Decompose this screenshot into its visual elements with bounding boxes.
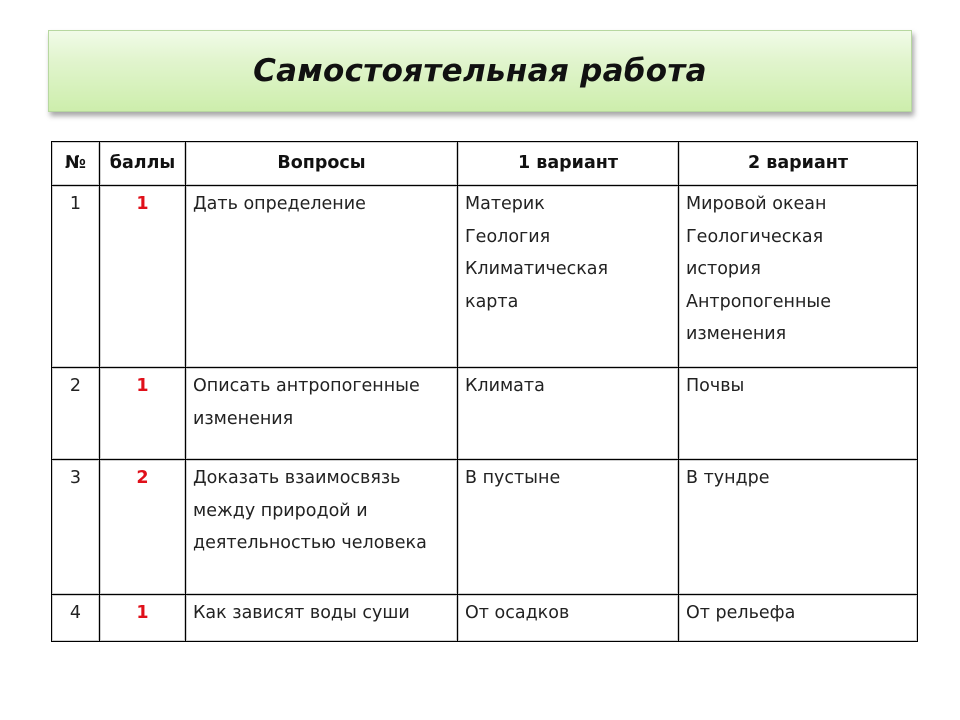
variant-1-line: Климатическая bbox=[465, 259, 609, 279]
row-variant-2 bbox=[679, 186, 918, 368]
variant-2-line: Антропогенные bbox=[686, 291, 831, 312]
variant-2-line: история bbox=[686, 259, 761, 279]
variant-1-line: В пустыне bbox=[465, 468, 561, 488]
slide-title: Самостоятельная работа bbox=[253, 53, 707, 89]
question-line: Дать определение bbox=[193, 194, 366, 214]
question-line: Как зависят воды суши bbox=[193, 603, 410, 623]
row-points: 1 bbox=[100, 368, 186, 460]
row-question bbox=[186, 595, 458, 642]
row-number: 1 bbox=[52, 186, 100, 368]
row-number: 2 bbox=[52, 368, 100, 460]
question-line: Описать антропогенные bbox=[193, 376, 420, 396]
row-points: 1 bbox=[100, 186, 186, 368]
variant-2-line: В тундре bbox=[686, 468, 770, 488]
question-line: деятельностью человека bbox=[193, 533, 427, 553]
title-banner bbox=[48, 30, 912, 112]
row-variant-2 bbox=[679, 595, 918, 642]
variant-2-line: изменения bbox=[686, 324, 787, 344]
row-variant-1 bbox=[458, 186, 679, 368]
row-variant-2 bbox=[679, 368, 918, 460]
row-question bbox=[186, 186, 458, 368]
row-variant-1 bbox=[458, 460, 679, 595]
header-variant-1: 1 вариант bbox=[458, 142, 679, 186]
question-line: Доказать взаимосвязь bbox=[193, 468, 401, 488]
row-number: 3 bbox=[52, 460, 100, 595]
question-line: между природой и bbox=[193, 500, 368, 521]
header-number: № bbox=[52, 142, 100, 186]
row-number: 4 bbox=[52, 595, 100, 642]
variant-2-line: Геологическая bbox=[686, 226, 824, 247]
table-row bbox=[52, 368, 918, 460]
variant-2-line: От рельефа bbox=[686, 603, 796, 623]
variant-2-line: Почвы bbox=[686, 376, 745, 396]
table-row bbox=[52, 595, 918, 642]
row-question bbox=[186, 368, 458, 460]
variant-2-line: Мировой океан bbox=[686, 194, 827, 214]
header-questions: Вопросы bbox=[186, 142, 458, 186]
variant-1-line: От осадков bbox=[465, 603, 570, 623]
table-row bbox=[52, 186, 918, 368]
header-variant-2: 2 вариант bbox=[679, 142, 918, 186]
variant-1-line: Материк bbox=[465, 194, 545, 214]
row-points: 2 bbox=[100, 460, 186, 595]
question-line: изменения bbox=[193, 408, 294, 429]
task-table bbox=[51, 141, 918, 642]
row-question bbox=[186, 460, 458, 595]
row-variant-1 bbox=[458, 368, 679, 460]
variant-1-line: карта bbox=[465, 291, 519, 312]
table-header-row bbox=[52, 142, 918, 186]
row-variant-2 bbox=[679, 460, 918, 595]
variant-1-line: Климата bbox=[465, 376, 545, 396]
variant-1-line: Геология bbox=[465, 226, 551, 247]
table-row bbox=[52, 460, 918, 595]
header-points: баллы bbox=[100, 142, 186, 186]
row-points: 1 bbox=[100, 595, 186, 642]
row-variant-1 bbox=[458, 595, 679, 642]
